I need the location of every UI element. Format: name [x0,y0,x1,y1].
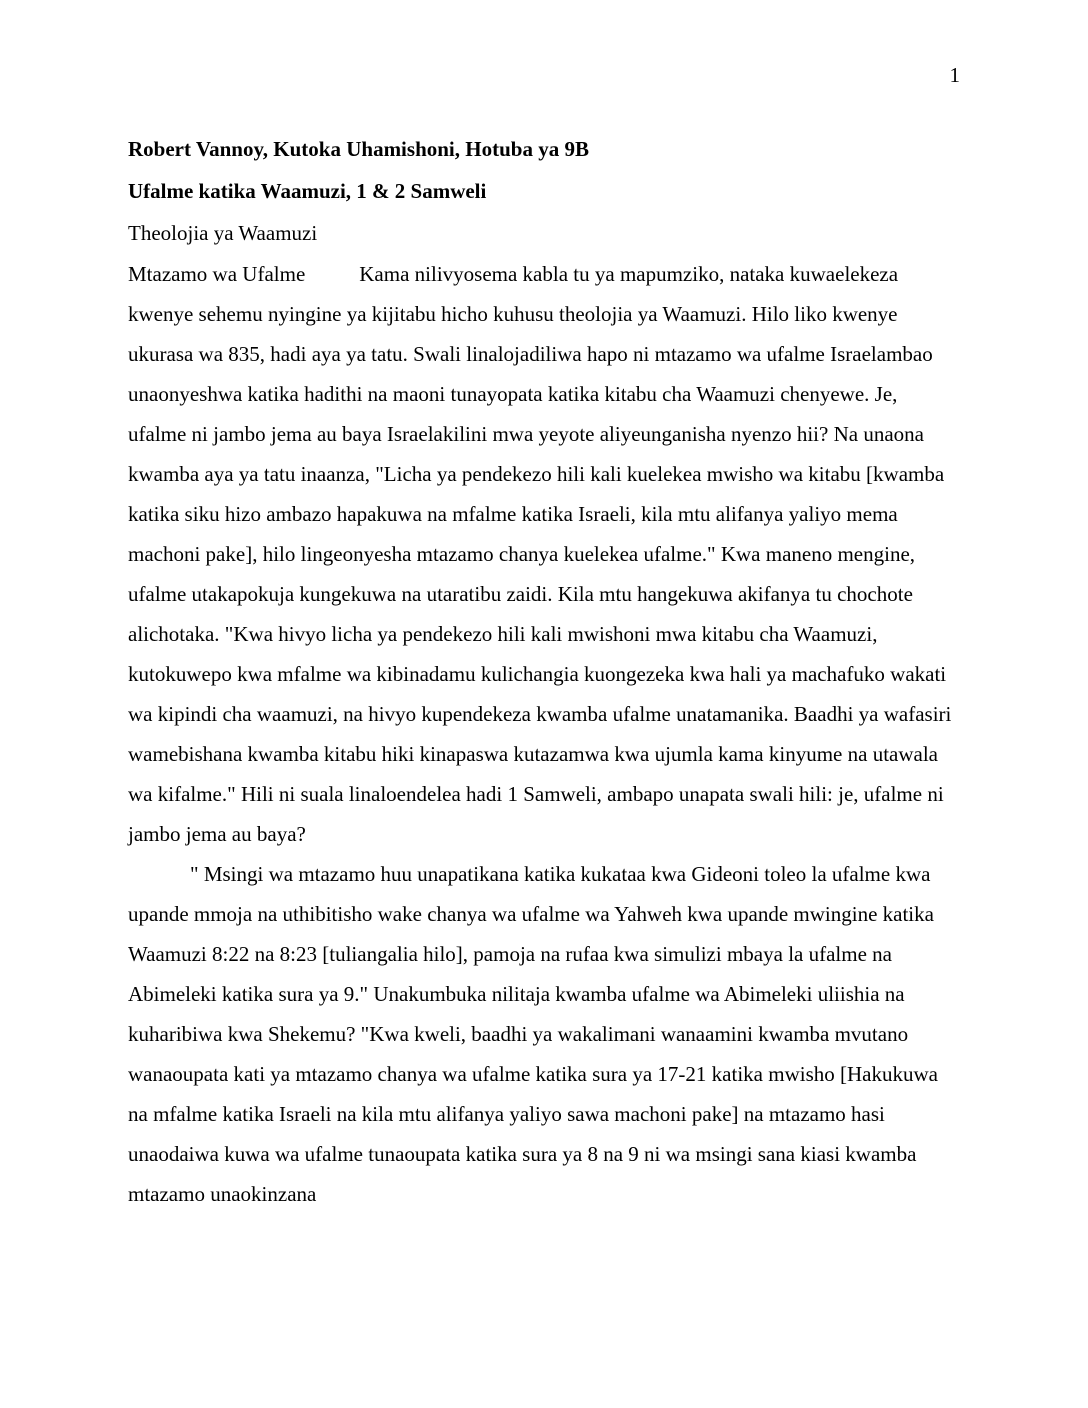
paragraph-1 [128,254,960,854]
subtitle: Theolojia ya Waamuzi [128,221,318,245]
heading-line-1: Robert Vannoy, Kutoka Uhamishoni, Hotuba ya 9B [128,137,589,161]
paragraph-1-text: Kama nilivyosema kabla tu ya mapumziko, nataka kuwaelekeza kwenye sehemu nyingine ya kijitabu hicho kuhusu theolojia ya Waamuzi. Hilo liko kwenye ukurasa wa 835, hadi aya ya tatu. Swali linalojadiliwa hapo ni mtazamo wa ufalme Israelambao unaonyeshwa katika hadithi na maoni tunayopata katika kitabu cha Waamuzi chenyewe. Je, ufalme ni jambo jema au baya Israelakilini mwa yeyote aliyeunganisha nyenzo hii? Na unaona kwamba aya ya tatu inaanza, "Licha ya pendekezo hili kali kuelekea mwisho wa kitabu [kwamba katika siku hizo ambazo hapakuwa na mfalme katika Israeli, kila mtu alifanya yaliyo mema machoni pake], hilo lingeonyesha mtazamo chanya kuelekea ufalme." Kwa maneno mengine, ufalme utakapokuja kungekuwa na utaratibu zaidi. Kila mtu hangekuwa akifanya tu chochote alichotaka. "Kwa hivyo licha ya pendekezo hili kali mwishoni mwa kitabu cha Waamuzi, kutokuwepo kwa mfalme wa kibinadamu kulichangia kuongezeka kwa hali ya machafuko wakati wa kipindi cha waamuzi, na hivyo kupendekeza kwamba ufalme unatamanika. Baadhi ya wafasiri wamebishana kwamba kitabu hiki kinapaswa kutazamwa kwa ujumla kama kinyume na utawala wa kifalme." Hili ni suala linaloendelea hadi 1 Samweli, ambapo unapata swali hili: je, ufalme ni jambo jema au baya? [128,262,952,846]
page-number: 1 [949,63,960,87]
heading-line-2: Ufalme katika Waamuzi, 1 & 2 Samweli [128,179,487,203]
paragraph-1-lead: Mtazamo wa Ufalme [128,262,306,286]
paragraph-2-text: " Msingi wa mtazamo huu unapatikana katika kukataa kwa Gideoni toleo la ufalme kwa upande mmoja na uthibitisho wake chanya wa ufalme wa Yahweh kwa upande mwingine katika Waamuzi 8:22 na 8:23 [tuliangalia hilo], pamoja na rufaa kwa simulizi mbaya la ufalme na Abimeleki katika sura ya 9." Unakumbuka nilitaja kwamba ufalme wa Abimeleki uliishia na kuharibiwa kwa Shekemu? "Kwa kweli, baadhi ya wakalimani wanaamini kwamba mvutano wanaoupata kati ya mtazamo chanya wa ufalme katika sura ya 17-21 katika mwisho [Hakukuwa na mfalme katika Israeli na kila mtu alifanya yaliyo sawa machoni pake] na mtazamo hasi unaodaiwa kuwa wa ufalme tunaoupata katika sura ya 8 na 9 ni wa msingi sana kiasi kwamba mtazamo unaokinzana [128,862,938,1206]
paragraph-2 [128,854,960,1214]
document-content [128,128,960,1214]
